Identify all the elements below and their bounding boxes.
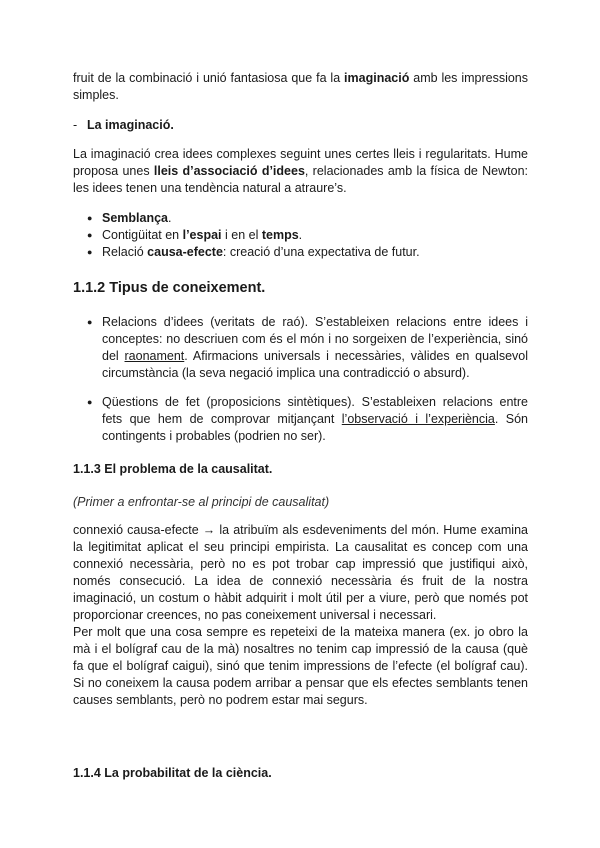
list-item-questions-fet: ● Qüestions de fet (proposicions sintètiques). S’estableixen relacions entre fets que hem de comprovar mitjançant l’observació i l’experiència. Són contingents i probables (podrien no ser). [73,394,528,445]
subheading-imaginacio: - La imaginació. [73,118,174,132]
knowledge-types-list [73,314,528,445]
intro-paragraph: fruit de la combinació i unió fantasiosa que fa la imaginació amb les impressions simples. [73,71,529,102]
section-heading-114: 1.1.4 La probabilitat de la ciència. [73,766,272,780]
list-item-semblanca: ● Semblança. [73,210,528,227]
spacer [73,709,528,765]
section-heading-112: 1.1.2 Tipus de coneixement. [73,280,266,296]
causalitat-paragraph-2: Per molt que una cosa sempre es repeteixi de la mateixa manera (ex. jo obro la mà i el bolígraf cau de la mà) nosaltres no tenim cap impressió de la causa (què fa que el bolígraf caigui), sinó que tenim impressions de l’efecte (el bolígraf cau). Si no coneixem la causa podem arribar a pensar que els efectes semblants tenen causes semblants, però no podrem estar mai segurs. [73,625,528,707]
italic-note: (Primer a enfrontar-se al principi de causalitat) [73,495,330,509]
term-imaginacio: imaginació [344,71,410,85]
imaginacio-paragraph: La imaginació crea idees complexes seguint unes certes lleis i regularitats. Hume proposa unes lleis d’associació d’idees, relacionades amb la física de Newton: les idees tenen una tendència natural a atraure’s. [73,147,528,195]
section-heading-113: 1.1.3 El problema de la causalitat. [73,462,273,476]
document-page [73,70,528,782]
list-item-relacions-idees: ● Relacions d’idees (veritats de raó). S’estableixen relacions entre idees i conceptes: no descriuen com és el món i no sorgeixen de l’experiència, sinó del raonament. Afirmacions universals i necessàries, vàlides en qualsevol circumstància (la seva negació implica una contradicció o absurd). [73,314,528,382]
association-laws-list [73,210,528,261]
list-item-contiguitat: ● Contigüitat en l’espai i en el temps. [73,227,528,244]
list-item-causa-efecte: ● Relació causa-efecte: creació d’una expectativa de futur. [73,244,528,261]
dash-marker: - [73,118,78,132]
term-lleis-associacio: lleis d’associació d’idees [153,164,305,178]
causalitat-paragraph-1: connexió causa-efecte → la atribuïm als esdeveniments del món. Hume examina la legitimitat aplicat el seu principi empirista. La causalitat es concep com una connexió necessària, però no es pot trobar cap impressió que justifiqui això, només consecució. La idea de connexió necessària és fruit de la nostra imaginació, un costum o hàbit adquirit i molt útil per a viure, però que només pot proporcionar creences, no pas coneixement universal i necessari. [73,523,528,622]
